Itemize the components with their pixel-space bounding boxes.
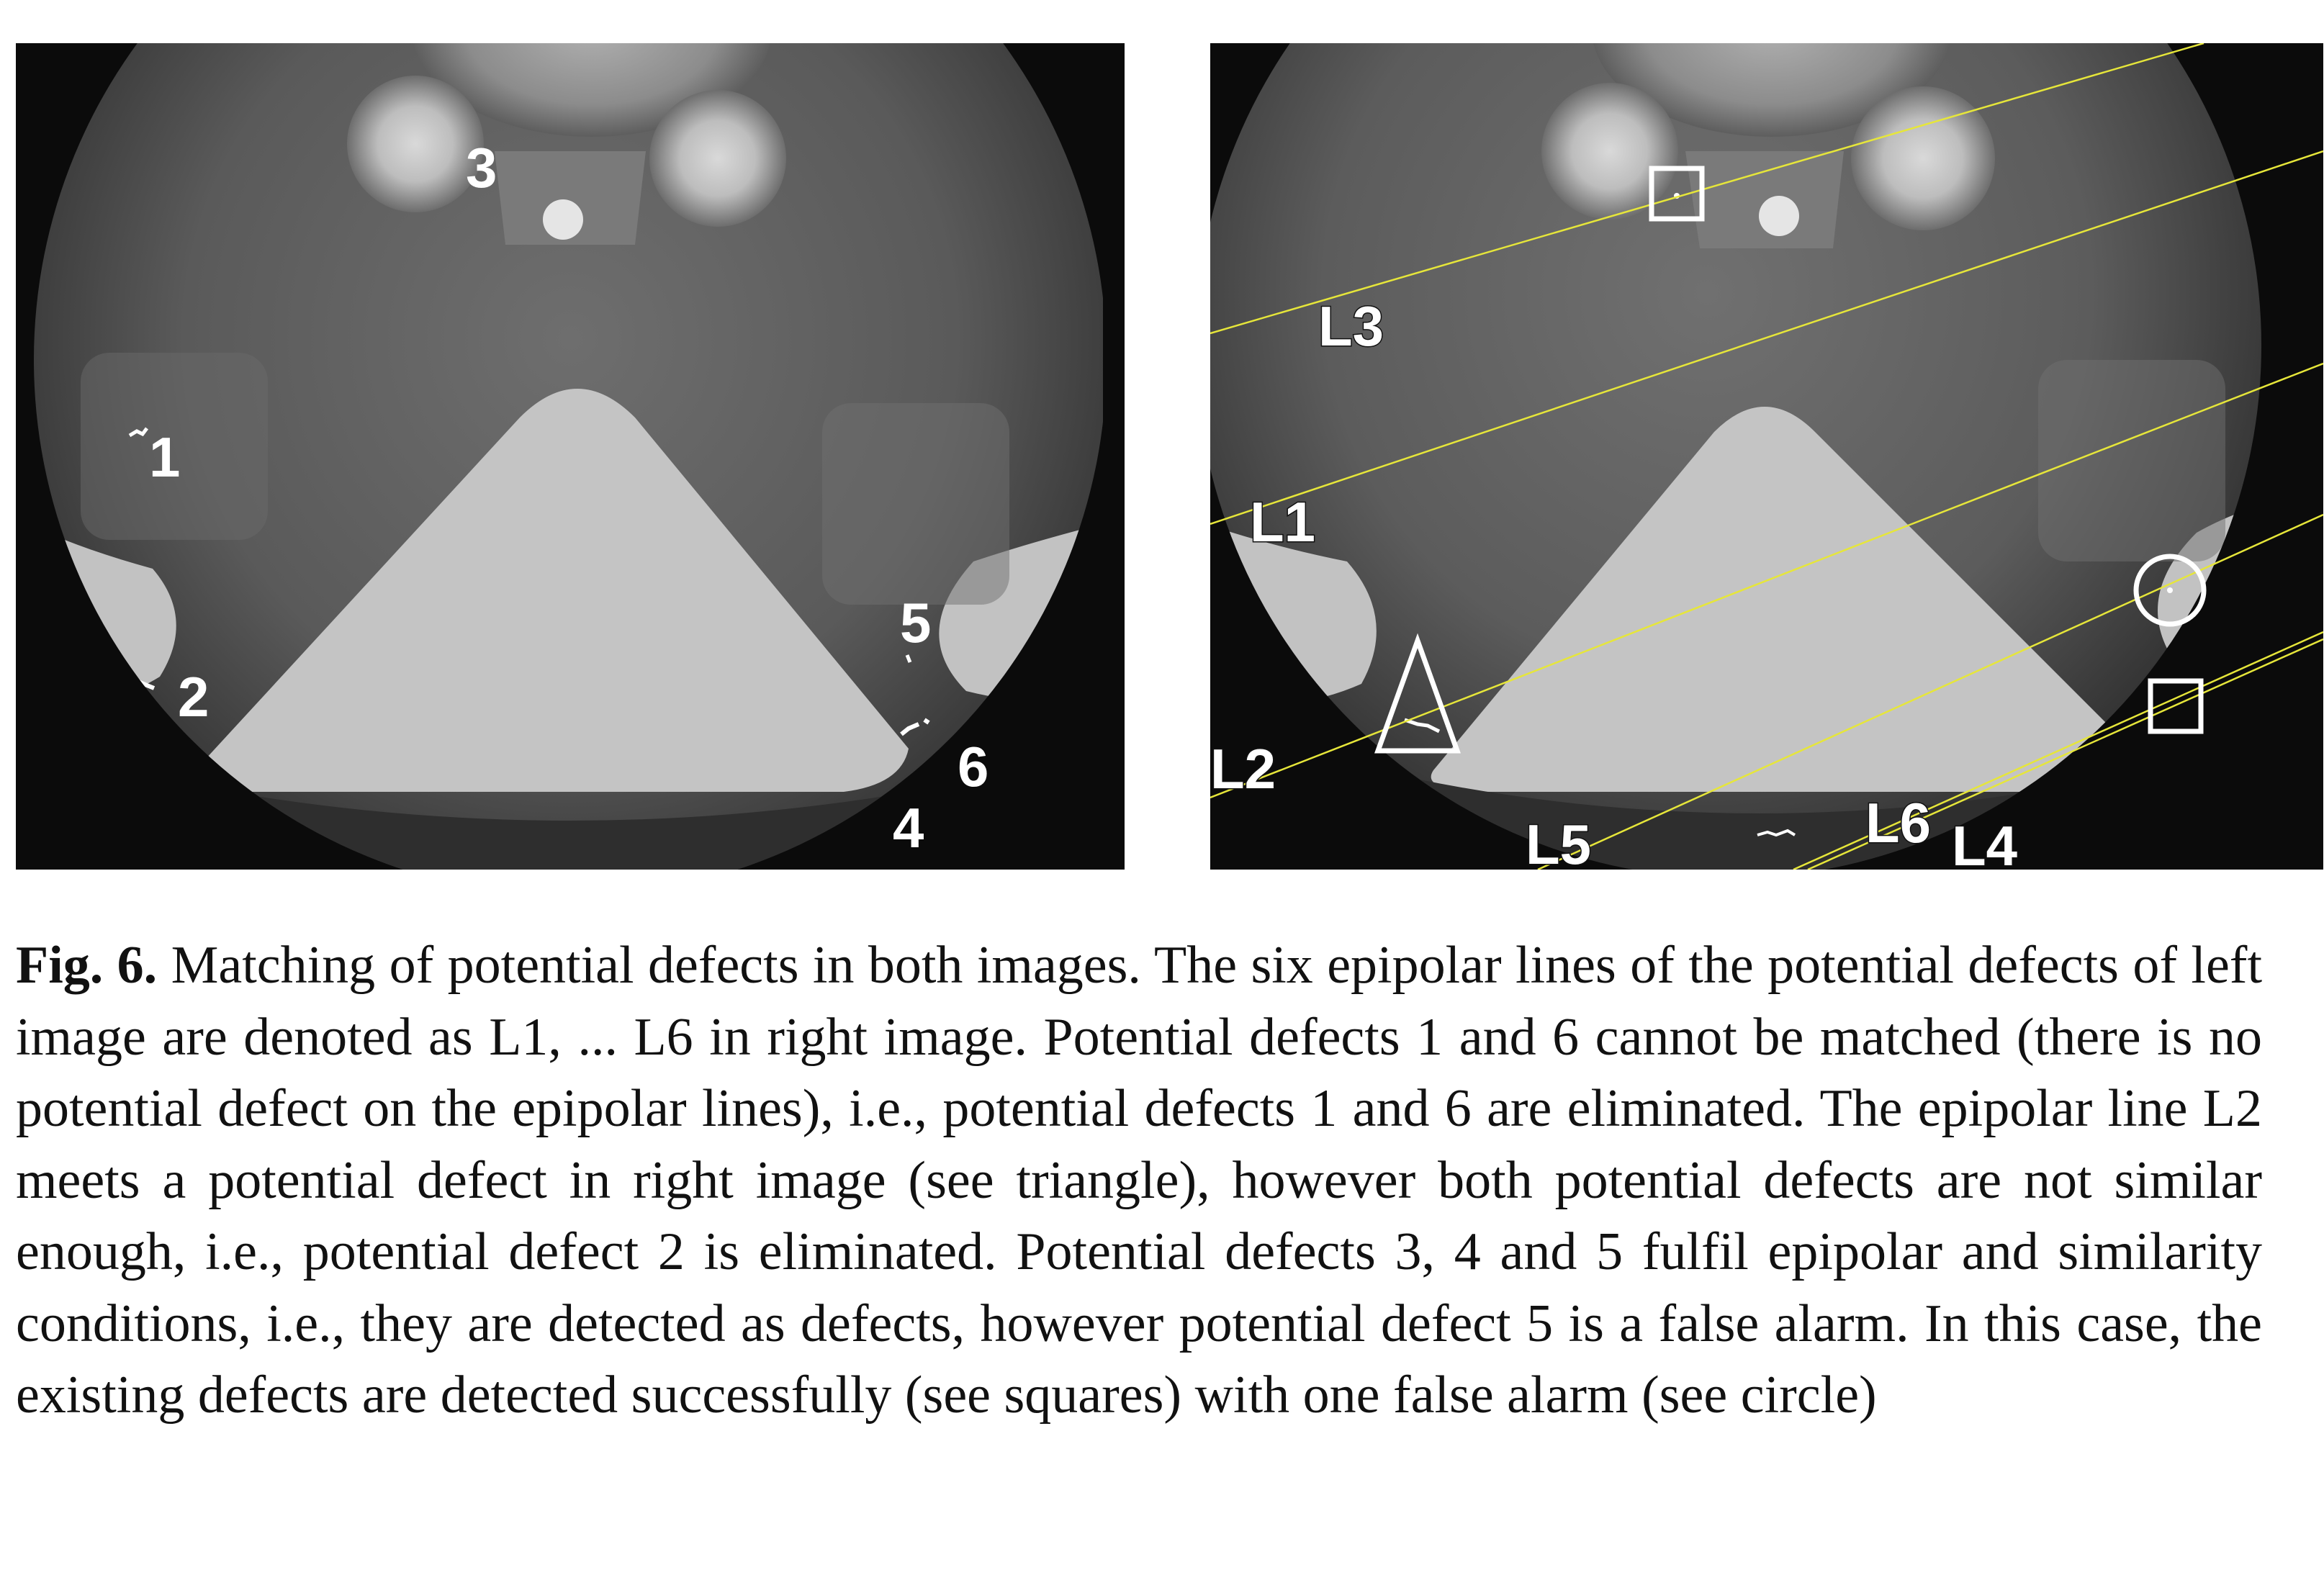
center-hole — [543, 199, 583, 240]
defect-label-1: 1 — [149, 425, 181, 489]
epipolar-label-L2: L2 — [1210, 737, 1276, 800]
right-image-canvas — [1210, 43, 2323, 870]
bolt-boss-left — [1541, 83, 1678, 220]
figure-caption — [16, 930, 2262, 1432]
pad-right — [2038, 360, 2225, 561]
figure-caption-text: Matching of potential defects in both images. The six epipolar lines of the potential defects of left image are denoted as L1, ... L6 in right image. Potential defects 1 and 6 cannot be matched (there is no potential defect on the epipolar lines), i.e., potential defects 1 and 6 are eliminated. The epipolar line L2 meets a potential defect in right image (see triangle), however both potential defects are not similar enough, i.e., potential defect 2 is eliminated. Potential defects 3, 4 and 5 fulfil epipolar and similarity conditions, i.e., they are detected as defects, however potential defect 5 is a false alarm. In this case, the existing defects are detected successfully (see squares) with one false alarm (see circle) — [16, 936, 2262, 1425]
figure-caption-label: Fig. 6. — [16, 936, 158, 995]
right-xray-image — [1210, 43, 2323, 870]
bolt-boss-right — [649, 90, 786, 227]
epipolar-label-L3: L3 — [1318, 294, 1384, 358]
epipolar-label-L1: L1 — [1250, 490, 1316, 554]
defect-label-6: 6 — [958, 735, 989, 798]
left-xray-image — [16, 43, 1125, 870]
pad-right — [822, 403, 1009, 605]
left-image-canvas — [16, 43, 1125, 870]
epipolar-label-L6: L6 — [1865, 791, 1932, 854]
epipolar-label-L5: L5 — [1526, 813, 1592, 870]
bolt-boss-right — [1851, 86, 1995, 230]
defect-spot-circle — [2167, 587, 2173, 593]
epipolar-label-L4: L4 — [1952, 814, 2018, 870]
hub-slot — [1685, 151, 1844, 248]
defect-label-3: 3 — [466, 136, 497, 199]
defect-label-5: 5 — [900, 591, 932, 654]
center-hole — [1759, 196, 1799, 236]
defect-label-2: 2 — [178, 665, 210, 728]
defect-label-4: 4 — [893, 796, 924, 859]
bolt-boss-left — [347, 76, 484, 212]
